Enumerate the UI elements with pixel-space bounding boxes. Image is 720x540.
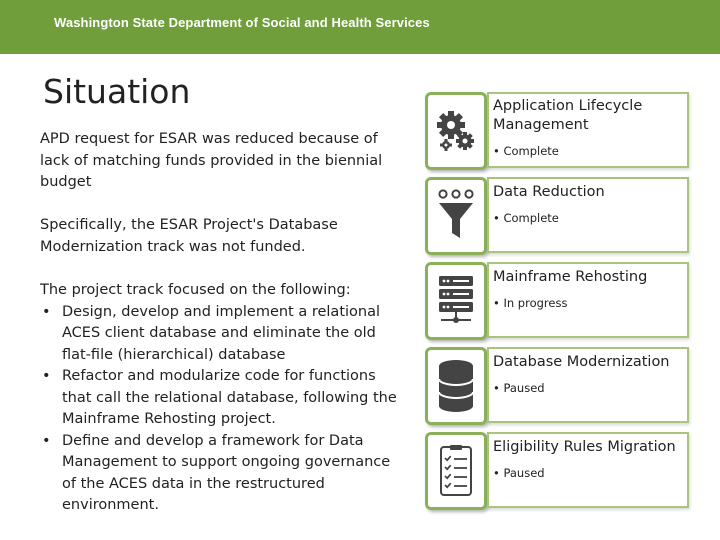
track-text-box — [487, 177, 689, 253]
database-icon — [435, 358, 477, 414]
list-item: • Design, develop and implement a relational ACES client database and eliminate the old flat-file (hierarchical) database — [40, 302, 400, 367]
track-title: Database Modernization — [493, 354, 670, 370]
track-text-box — [487, 432, 689, 508]
server-icon — [435, 274, 477, 328]
list-item: • Define and develop a framework for Data Management to support ongoing governance of the ACES data in the restructured environment. — [40, 431, 400, 517]
server-icon-box — [425, 262, 487, 340]
checklist-icon — [436, 443, 476, 499]
track-text-box — [487, 92, 689, 168]
project-track-list — [40, 302, 400, 517]
track-title: Eligibility Rules Migration — [493, 439, 676, 455]
paragraph-apd-request: APD request for ESAR was reduced because of lack of matching funds provided in the biennial budget — [40, 131, 383, 190]
track-text-box — [487, 262, 689, 338]
track-status: • In progress — [493, 296, 567, 310]
project-track-section — [40, 280, 400, 517]
track-status: • Complete — [493, 144, 559, 158]
funnel-icon — [435, 188, 477, 244]
project-track-intro: The project track focused on the following: — [40, 282, 351, 298]
paragraph-db-modernization: Specifically, the ESAR Project's Database Modernization track was not funded. — [40, 217, 338, 255]
track-title: Application Lifecycle Management — [493, 98, 643, 133]
track-text-box — [487, 347, 689, 423]
header-bar — [0, 0, 720, 54]
track-status: • Paused — [493, 381, 545, 395]
track-status: • Complete — [493, 211, 559, 225]
checklist-icon-box — [425, 432, 487, 510]
track-title: Data Reduction — [493, 184, 605, 200]
track-title: Mainframe Rehosting — [493, 269, 648, 285]
list-item: • Refactor and modularize code for functions that call the relational database, following the Mainframe Rehosting project. — [40, 366, 400, 431]
gears-icon-box — [425, 92, 487, 170]
track-database-modernization — [425, 347, 691, 429]
track-application-lifecycle — [425, 92, 691, 174]
page-title: Situation — [43, 72, 191, 111]
track-data-reduction — [425, 177, 691, 259]
funnel-icon-box — [425, 177, 487, 255]
track-status: • Paused — [493, 466, 545, 480]
track-mainframe-rehosting — [425, 262, 691, 344]
gears-icon — [435, 107, 477, 155]
track-eligibility-rules — [425, 432, 691, 514]
database-icon-box — [425, 347, 487, 425]
org-name: Washington State Department of Social and Health Services — [54, 15, 430, 30]
